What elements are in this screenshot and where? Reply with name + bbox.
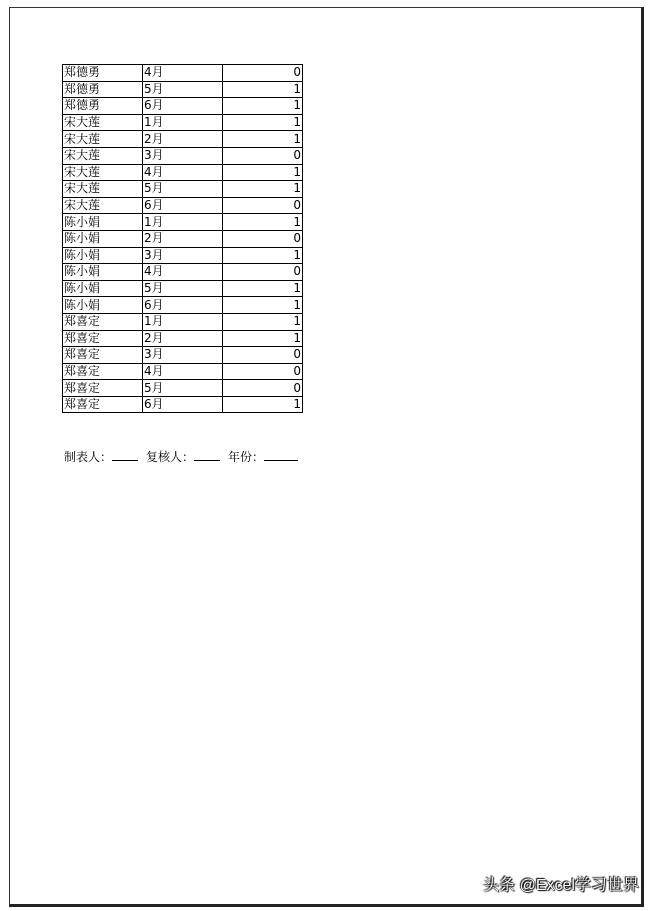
value-cell: 1 (223, 247, 303, 264)
table-row (63, 380, 303, 397)
signature-line (64, 448, 298, 465)
table-row (63, 81, 303, 98)
month-cell: 5月 (143, 181, 223, 198)
table-row (63, 363, 303, 380)
value-cell: 1 (223, 214, 303, 231)
value-cell: 1 (223, 181, 303, 198)
name-cell: 郑德勇 (63, 98, 143, 115)
month-cell: 1月 (143, 214, 223, 231)
name-cell: 郑喜定 (63, 396, 143, 413)
month-cell: 4月 (143, 164, 223, 181)
reviewer-blank (194, 450, 220, 461)
name-cell: 陈小娟 (63, 247, 143, 264)
month-cell: 4月 (143, 65, 223, 82)
table-row (63, 396, 303, 413)
name-cell: 宋大莲 (63, 164, 143, 181)
name-cell: 陈小娟 (63, 297, 143, 314)
month-cell: 1月 (143, 114, 223, 131)
month-cell: 6月 (143, 396, 223, 413)
value-cell: 1 (223, 297, 303, 314)
month-cell: 1月 (143, 313, 223, 330)
value-cell: 0 (223, 147, 303, 164)
name-cell: 郑喜定 (63, 347, 143, 364)
name-cell: 郑喜定 (63, 313, 143, 330)
month-cell: 3月 (143, 147, 223, 164)
value-cell: 0 (223, 230, 303, 247)
month-cell: 4月 (143, 363, 223, 380)
table-row (63, 297, 303, 314)
value-cell: 0 (223, 363, 303, 380)
value-cell: 1 (223, 396, 303, 413)
name-cell: 陈小娟 (63, 264, 143, 281)
table-body (63, 65, 303, 413)
value-cell: 1 (223, 81, 303, 98)
month-cell: 6月 (143, 197, 223, 214)
name-cell: 郑德勇 (63, 65, 143, 82)
year-label: 年份： (228, 450, 265, 464)
name-cell: 陈小娟 (63, 280, 143, 297)
preparer-label: 制表人： (64, 450, 113, 464)
value-cell: 1 (223, 330, 303, 347)
value-cell: 0 (223, 264, 303, 281)
month-cell: 2月 (143, 230, 223, 247)
value-cell: 0 (223, 65, 303, 82)
value-cell: 0 (223, 197, 303, 214)
name-cell: 宋大莲 (63, 114, 143, 131)
table-row (63, 197, 303, 214)
watermark: 头条 @Excel学习世界 (483, 877, 639, 894)
value-cell: 1 (223, 164, 303, 181)
name-cell: 宋大莲 (63, 131, 143, 148)
month-cell: 3月 (143, 347, 223, 364)
table-row (63, 330, 303, 347)
value-cell: 1 (223, 131, 303, 148)
table-row (63, 147, 303, 164)
preparer-blank (112, 450, 138, 461)
name-cell: 郑德勇 (63, 81, 143, 98)
table-row (63, 98, 303, 115)
table-row (63, 214, 303, 231)
name-cell: 郑喜定 (63, 330, 143, 347)
table-row (63, 164, 303, 181)
value-cell: 1 (223, 313, 303, 330)
table-row (63, 264, 303, 281)
month-cell: 6月 (143, 98, 223, 115)
table-row (63, 131, 303, 148)
table-row (63, 280, 303, 297)
month-cell: 2月 (143, 131, 223, 148)
value-cell: 1 (223, 280, 303, 297)
table-row (63, 247, 303, 264)
month-cell: 4月 (143, 264, 223, 281)
name-cell: 郑喜定 (63, 380, 143, 397)
table-row (63, 230, 303, 247)
year-blank (264, 450, 298, 461)
value-cell: 1 (223, 114, 303, 131)
name-cell: 宋大莲 (63, 197, 143, 214)
table-row (63, 313, 303, 330)
month-cell: 3月 (143, 247, 223, 264)
data-table (62, 64, 303, 413)
name-cell: 陈小娟 (63, 214, 143, 231)
table-row (63, 114, 303, 131)
name-cell: 陈小娟 (63, 230, 143, 247)
value-cell: 1 (223, 98, 303, 115)
table-row (63, 347, 303, 364)
reviewer-label: 复核人： (146, 450, 195, 464)
month-cell: 6月 (143, 297, 223, 314)
month-cell: 2月 (143, 330, 223, 347)
table-row (63, 65, 303, 82)
value-cell: 0 (223, 380, 303, 397)
name-cell: 宋大莲 (63, 181, 143, 198)
name-cell: 宋大莲 (63, 147, 143, 164)
name-cell: 郑喜定 (63, 363, 143, 380)
value-cell: 0 (223, 347, 303, 364)
month-cell: 5月 (143, 280, 223, 297)
month-cell: 5月 (143, 81, 223, 98)
month-cell: 5月 (143, 380, 223, 397)
table-row (63, 181, 303, 198)
